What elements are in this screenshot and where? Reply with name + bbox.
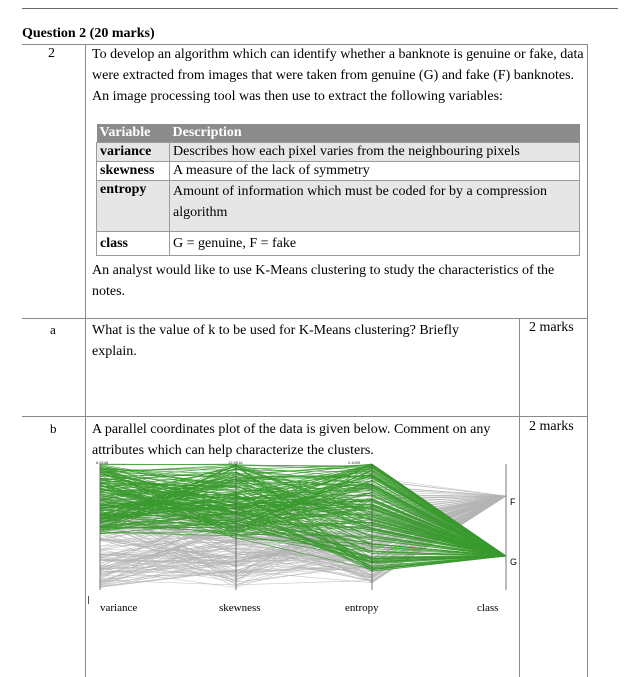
col-divider-right: [519, 318, 520, 677]
class-level-f: F: [510, 497, 516, 507]
variable-description: A measure of the lack of symmetry: [170, 162, 580, 181]
part-a-question: What is the value of k to be used for K-Means clustering? Briefly explain.: [92, 323, 460, 359]
axis-label-variance: variance: [100, 602, 138, 614]
header-variable: Variable: [97, 124, 170, 143]
tick-label-skewness-max: 12.9516: [228, 460, 243, 465]
parallel-coordinates-chart: [86, 456, 518, 626]
part-b-marks: 2 marks: [529, 419, 574, 434]
part-a-marks: 2 marks: [529, 320, 574, 335]
question-number: 2: [48, 46, 55, 61]
question-title: Question 2 (20 marks): [22, 26, 155, 41]
table-right-border: [587, 44, 588, 677]
axis-label-class: class: [477, 602, 499, 614]
variable-description: Describes how each pixel varies from the neighbouring pixels: [170, 143, 580, 162]
axis-label-entropy: entropy: [345, 602, 379, 614]
row-divider-b: [22, 416, 587, 417]
class-level-g: G: [510, 557, 518, 567]
top-rule: [22, 8, 618, 9]
table-row: [97, 181, 580, 232]
variables-table: [96, 124, 580, 256]
axis-label-skewness: skewness: [219, 602, 261, 614]
table-row: [97, 143, 580, 162]
variable-description: Amount of information which must be coded for by a compression algorithm: [170, 181, 580, 232]
variable-name: entropy: [97, 181, 170, 232]
part-b-question: A parallel coordinates plot of the data is given below. Comment on any attributes which can help characterize the clusters.: [92, 422, 491, 458]
header-description: Description: [170, 124, 580, 143]
variable-name: class: [97, 232, 170, 256]
variable-name: skewness: [97, 162, 170, 181]
part-b-label: b: [50, 421, 57, 436]
question-intro: To develop an algorithm which can identify whether a banknote is genuine or fake, data were extracted from images that were taken from genuine (G) and fake (F) banknotes. An image processing tool was then use to extract the following variables:: [92, 47, 584, 104]
variables-table-header: [97, 124, 580, 143]
table-row: [97, 232, 580, 256]
analyst-text: An analyst would like to use K-Means clustering to study the characteristics of the notes.: [92, 263, 555, 299]
chart-corner-mark: [88, 596, 89, 604]
table-row: [97, 162, 580, 181]
variable-description: G = genuine, F = fake: [170, 232, 580, 256]
row-divider-a: [22, 318, 587, 319]
tick-label-entropy-max: 2.4495: [348, 460, 361, 465]
tick-label-variance-max: 6.8248: [96, 460, 109, 465]
variable-name: variance: [97, 143, 170, 162]
part-a-label: a: [50, 322, 56, 337]
